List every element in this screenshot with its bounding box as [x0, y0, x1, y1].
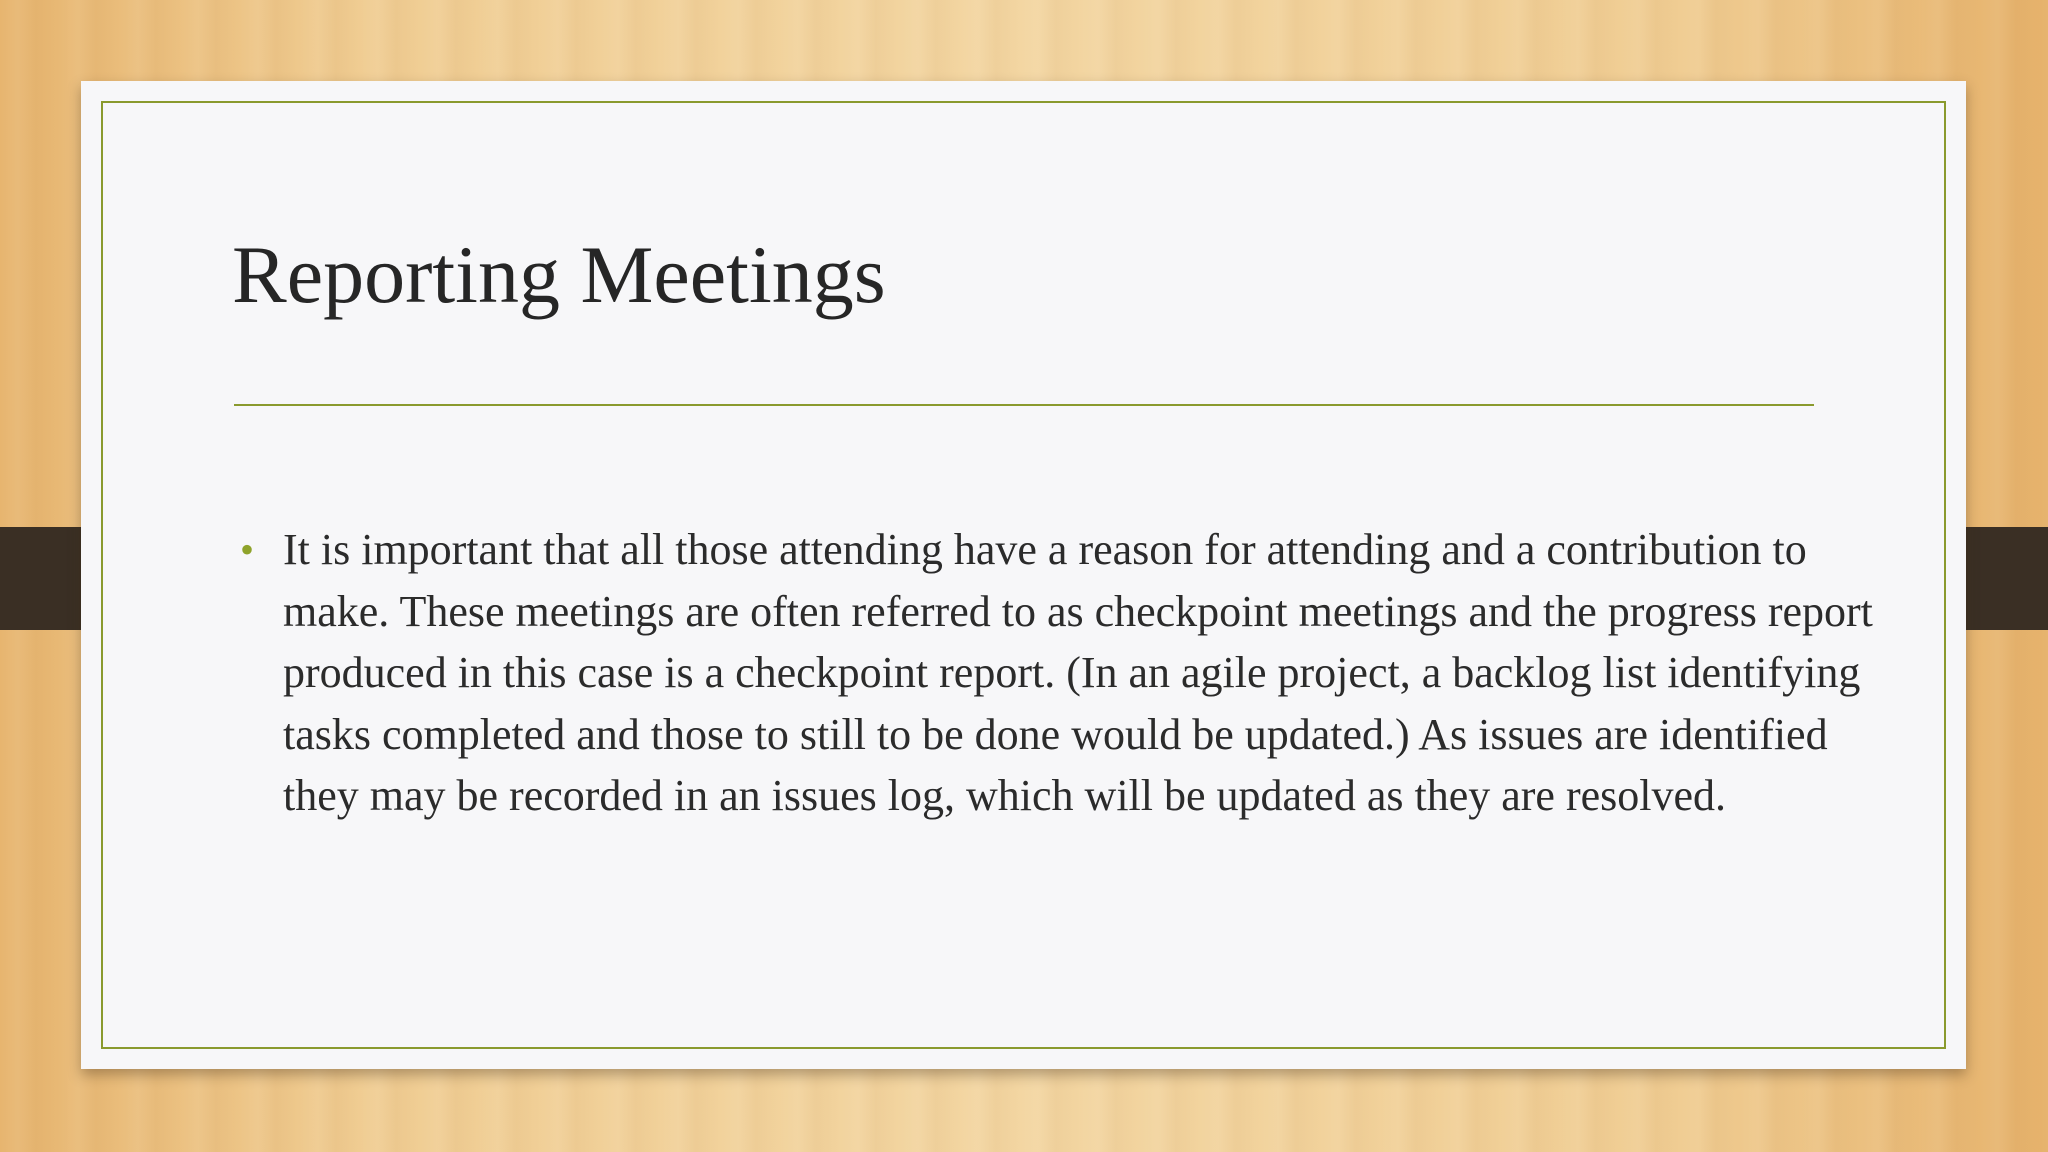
- bullet-marker: •: [240, 527, 255, 572]
- title-divider: [234, 404, 1814, 406]
- bullet-text: It is important that all those attending have a reason for attending and a contribution to make. These meetings are often referred to as checkpoint meetings and the progress report produced in this case is a checkpoint report. (In an agile project, a backlog list identifying tasks completed and those to still to be done would be updated.) As issues are identified they may be recorded in an issues log, which will be updated as they are resolved.: [283, 525, 1873, 820]
- bullet-list: [234, 519, 1884, 827]
- bullet-item: [234, 519, 1884, 827]
- slide-title: Reporting Meetings: [232, 229, 886, 320]
- slide: [81, 81, 1966, 1069]
